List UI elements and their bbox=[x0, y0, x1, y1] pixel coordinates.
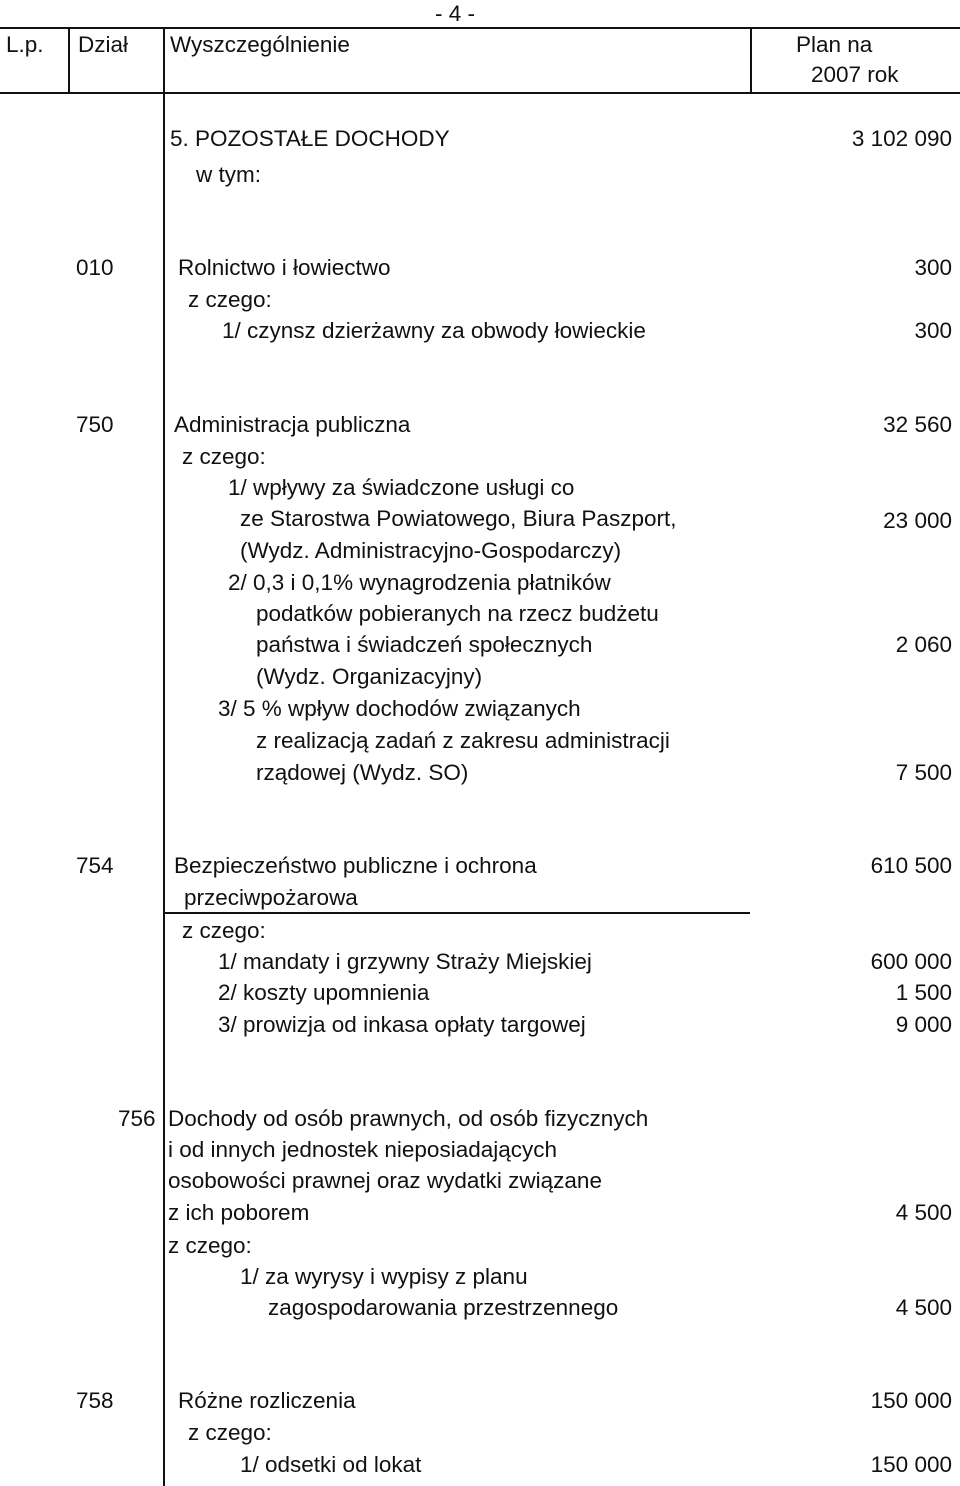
item-756-1-line1: 1/ za wyrysy i wypisy z planu bbox=[240, 1264, 528, 1289]
code-750: 750 bbox=[76, 412, 114, 437]
value-758: 150 000 bbox=[870, 1388, 952, 1413]
name-754-line1: Bezpieczeństwo publiczne i ochrona bbox=[174, 853, 537, 878]
item-750-2-line3: państwa i świadczeń społecznych bbox=[256, 632, 593, 657]
header-plan-line2: 2007 rok bbox=[811, 62, 899, 87]
value-754-1: 600 000 bbox=[870, 949, 952, 974]
value-010-1: 300 bbox=[914, 318, 952, 343]
name-758: Różne rozliczenia bbox=[178, 1388, 356, 1413]
header-plan-line1: Plan na bbox=[796, 32, 873, 57]
item-750-2-line1: 2/ 0,3 i 0,1% wynagrodzenia płatników bbox=[228, 570, 611, 595]
name-756-line1: Dochody od osób prawnych, od osób fizycznych bbox=[168, 1106, 649, 1131]
value-750: 32 560 bbox=[883, 412, 952, 437]
header-top-rule bbox=[0, 27, 960, 29]
value-010: 300 bbox=[914, 255, 952, 280]
z-czego-756: z czego: bbox=[168, 1233, 252, 1258]
item-754-1: 1/ mandaty i grzywny Straży Miejskiej bbox=[218, 949, 592, 974]
value-750-2: 2 060 bbox=[895, 632, 952, 657]
item-754-2: 2/ koszty upomnienia bbox=[218, 980, 430, 1005]
item-010-1: 1/ czynsz dzierżawny za obwody łowieckie bbox=[222, 318, 646, 343]
item-754-3: 3/ prowizja od inkasa opłaty targowej bbox=[218, 1012, 586, 1037]
value-750-1: 23 000 bbox=[883, 508, 952, 533]
code-010: 010 bbox=[76, 255, 114, 280]
z-czego-758: z czego: bbox=[188, 1420, 272, 1445]
z-czego-010: z czego: bbox=[188, 287, 272, 312]
section-sub: w tym: bbox=[196, 162, 261, 187]
value-750-3: 7 500 bbox=[895, 760, 952, 785]
item-750-3-line3: rządowej (Wydz. SO) bbox=[256, 760, 469, 785]
column-divider-dzial bbox=[163, 27, 165, 1486]
code-758: 758 bbox=[76, 1388, 114, 1413]
item-750-3-line2: z realizacją zadań z zakresu administracji bbox=[256, 728, 670, 753]
header-dzial: Dział bbox=[78, 32, 129, 57]
header-wyszczegolnienie: Wyszczególnienie bbox=[170, 32, 350, 57]
value-758-1: 150 000 bbox=[870, 1452, 952, 1477]
section-value: 3 102 090 bbox=[851, 126, 952, 151]
item-750-3-line1: 3/ 5 % wpływ dochodów związanych bbox=[218, 696, 581, 721]
name-756-line4: z ich poborem bbox=[168, 1200, 310, 1225]
name-750: Administracja publiczna bbox=[174, 412, 411, 437]
item-750-2-line4: (Wydz. Organizacyjny) bbox=[256, 664, 483, 689]
name-010: Rolnictwo i łowiectwo bbox=[178, 255, 391, 280]
row-rule-754 bbox=[165, 912, 750, 914]
value-756: 4 500 bbox=[895, 1200, 952, 1225]
column-divider-lp bbox=[68, 27, 70, 94]
value-754-2: 1 500 bbox=[895, 980, 952, 1005]
section-title: 5. POZOSTAŁE DOCHODY bbox=[170, 126, 450, 151]
z-czego-754: z czego: bbox=[182, 918, 266, 943]
item-756-1-line2: zagospodarowania przestrzennego bbox=[268, 1295, 619, 1320]
value-756-1: 4 500 bbox=[895, 1295, 952, 1320]
value-754: 610 500 bbox=[870, 853, 952, 878]
name-754-line2: przeciwpożarowa bbox=[184, 885, 358, 910]
name-756-line3: osobowości prawnej oraz wydatki związane bbox=[168, 1168, 602, 1193]
name-756-line2: i od innych jednostek nieposiadających bbox=[168, 1137, 558, 1162]
header-lp: L.p. bbox=[6, 32, 44, 57]
item-750-1-line3: (Wydz. Administracyjno-Gospodarczy) bbox=[240, 538, 622, 563]
item-750-2-line2: podatków pobieranych na rzecz budżetu bbox=[256, 601, 659, 626]
item-750-1-line1: 1/ wpływy za świadczone usługi co bbox=[228, 475, 575, 500]
item-758-1: 1/ odsetki od lokat bbox=[240, 1452, 422, 1477]
header-bottom-rule bbox=[0, 92, 960, 94]
code-756: 756 bbox=[118, 1106, 156, 1131]
code-754: 754 bbox=[76, 853, 114, 878]
item-750-1-line2: ze Starostwa Powiatowego, Biura Paszport, bbox=[240, 506, 677, 531]
z-czego-750: z czego: bbox=[182, 444, 266, 469]
column-divider-plan bbox=[750, 27, 752, 94]
value-754-3: 9 000 bbox=[895, 1012, 952, 1037]
page-number: - 4 - bbox=[435, 1, 476, 26]
